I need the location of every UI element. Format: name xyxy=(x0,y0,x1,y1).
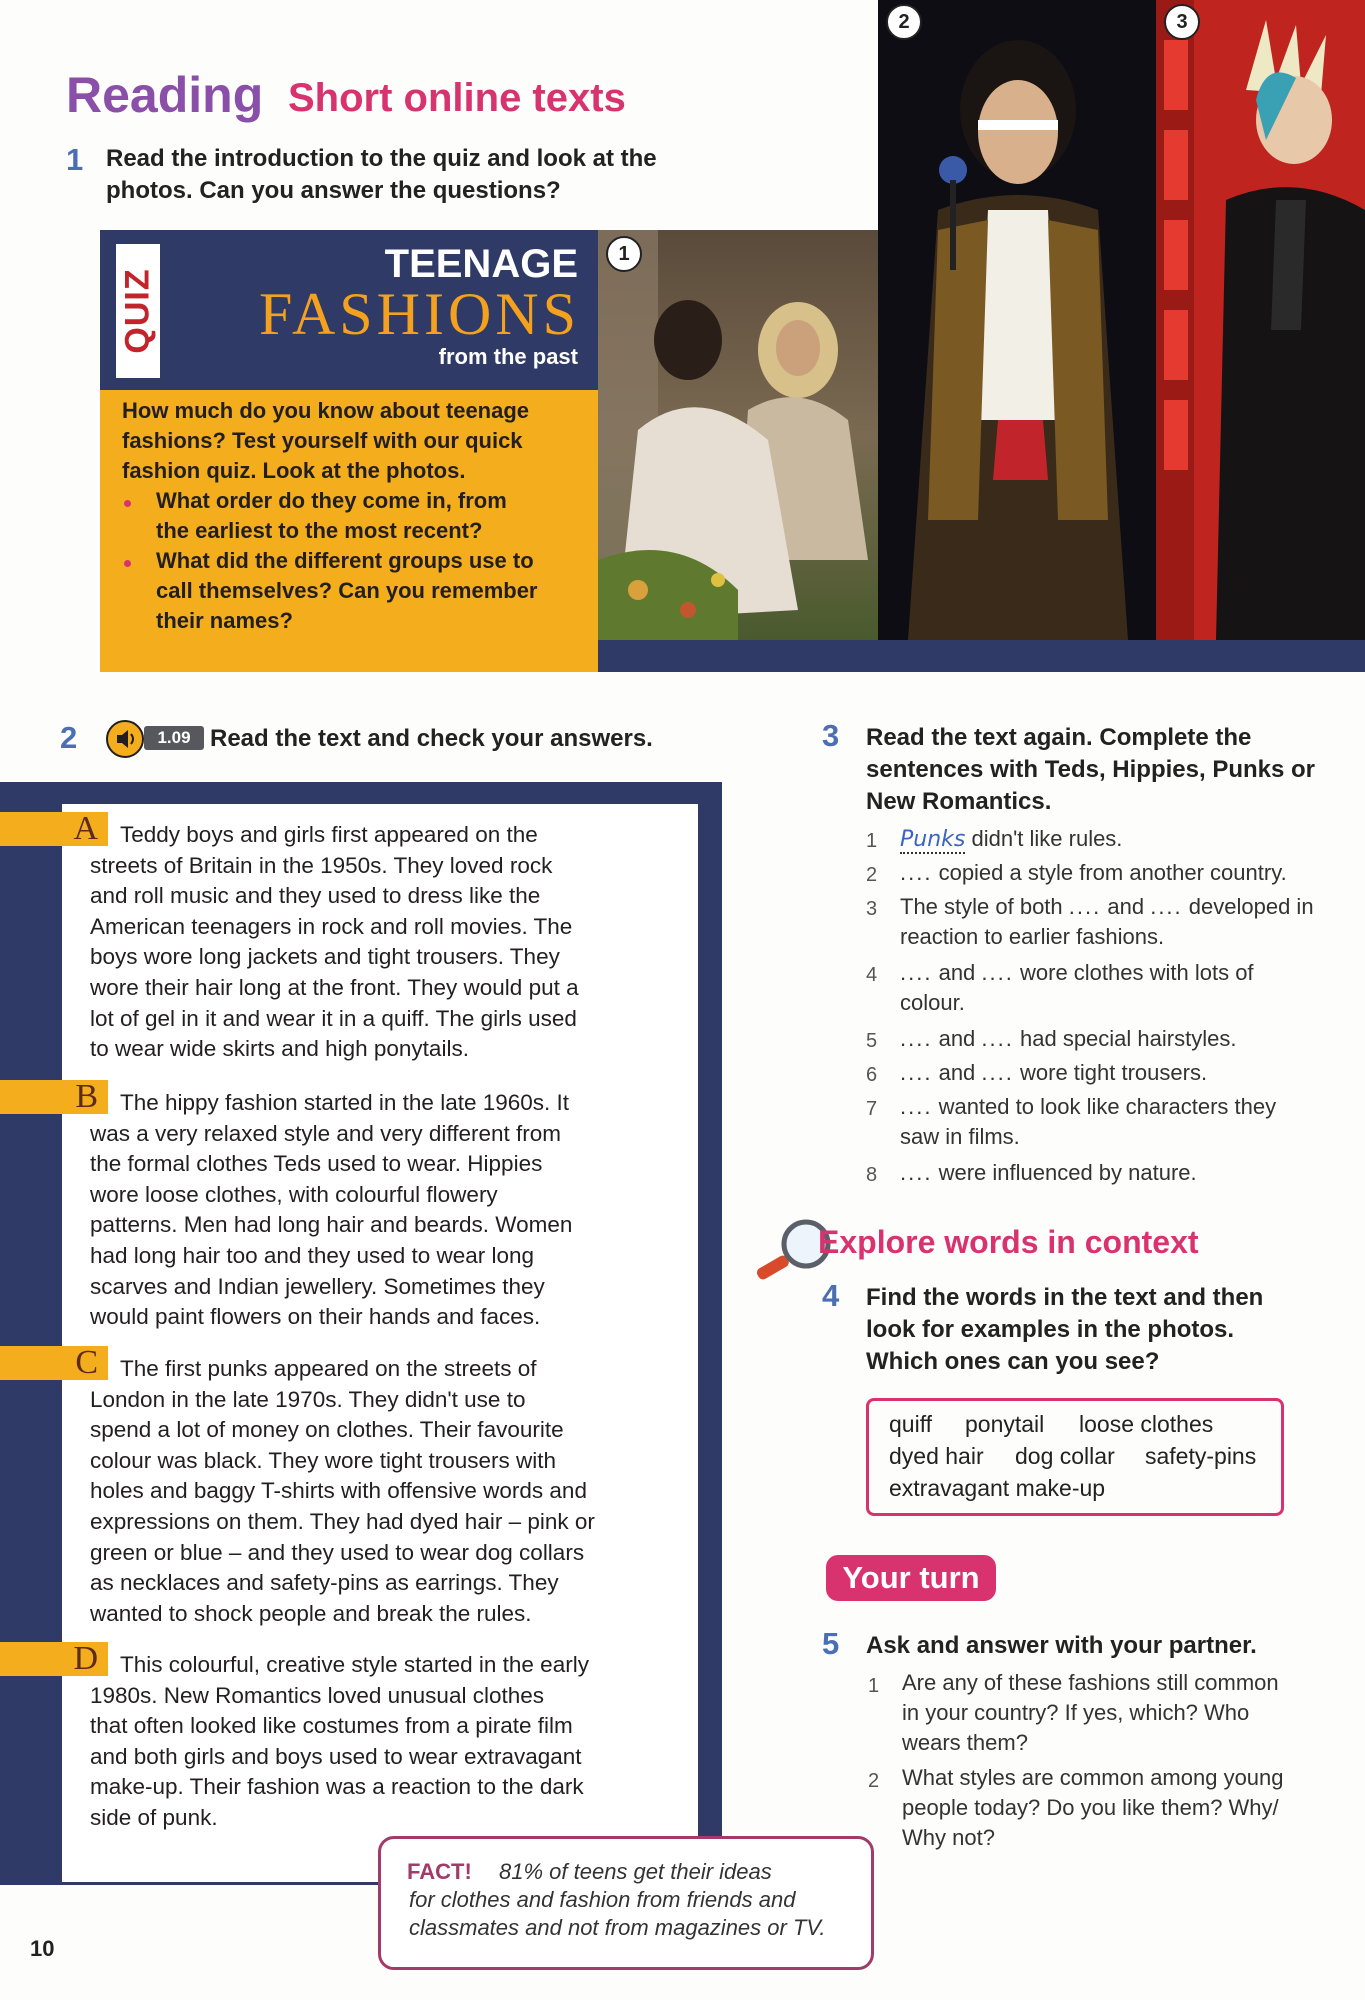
text-section-c xyxy=(90,1354,690,1629)
text-line: colour was black. They wore tight trousers with xyxy=(90,1447,557,1473)
exercise-2-number: 2 xyxy=(60,720,78,755)
word-extravagant-make-up: extravagant make-up xyxy=(889,1475,1106,1501)
word-dog-collar: dog collar xyxy=(1015,1443,1115,1469)
question-number: 2 xyxy=(868,1770,880,1792)
word-quiff: quiff xyxy=(889,1411,933,1437)
exercise-3-instruction-line-2: sentences with Teds, Hippies, Punks or xyxy=(866,756,1316,783)
item-7-text: wanted to look like characters they xyxy=(938,1094,1277,1119)
exercise-4-instruction-line-3: Which ones can you see? xyxy=(866,1348,1160,1375)
text-line: patterns. Men had long hair and beards. Women xyxy=(90,1212,573,1238)
quiz-body xyxy=(100,390,600,672)
text-line: and both girls and boys used to wear extravagant xyxy=(90,1743,582,1769)
quiz-title-teenage: TEENAGE xyxy=(384,242,578,286)
fact-label: FACT! xyxy=(407,1859,472,1884)
quiz-box xyxy=(100,230,600,672)
text-line: make-up. Their fashion was a reaction to the dark xyxy=(90,1774,584,1800)
item-number: 2 xyxy=(866,864,878,886)
example-answer: Punks xyxy=(900,827,966,852)
word-loose-clothes: loose clothes xyxy=(1079,1411,1214,1437)
answer-blank[interactable]: .... xyxy=(900,860,933,885)
text-section-d xyxy=(90,1650,690,1834)
exercise-3-item-2 xyxy=(900,858,1287,888)
photo-number-1: 1 xyxy=(606,236,642,272)
exercise-3-item-6 xyxy=(900,1058,1207,1088)
speaker-glyph-icon xyxy=(108,722,142,756)
fact-box xyxy=(378,1836,874,1970)
exercise-2-instruction: Read the text and check your answers. xyxy=(210,725,653,752)
exercise-4-instruction-line-2: look for examples in the photos. xyxy=(866,1316,1235,1343)
answer-blank[interactable]: .... xyxy=(981,960,1014,985)
text-line: would paint flowers on their hands and faces. xyxy=(90,1304,541,1330)
text-line: American teenagers in rock and roll movies. The xyxy=(90,913,573,939)
answer-blank[interactable]: .... xyxy=(900,1026,933,1051)
text-line: the formal clothes Teds used to wear. Hippies xyxy=(90,1151,543,1177)
section-letter-d: D xyxy=(0,1642,108,1676)
exercise-3-item-7-cont: saw in films. xyxy=(900,1124,1020,1149)
text-line: The first punks appeared on the streets of xyxy=(120,1356,537,1381)
text-line: boys wore long jackets and tight trousers. They xyxy=(90,944,560,970)
item-number: 7 xyxy=(866,1098,878,1120)
photo-new-romantic xyxy=(878,0,1156,640)
your-turn-label: Your turn xyxy=(826,1555,996,1601)
reading-text-panel xyxy=(62,804,698,1882)
exercise-3-item-4 xyxy=(900,958,1254,988)
exercise-3-item-8 xyxy=(900,1158,1197,1188)
text-section-b xyxy=(90,1088,690,1333)
text-line: was a very relaxed style and very different from xyxy=(90,1120,562,1146)
text-section-a xyxy=(90,820,690,1065)
hippies-photo-image xyxy=(598,230,878,640)
speaker-icon[interactable] xyxy=(106,720,144,758)
word-ponytail: ponytail xyxy=(965,1411,1045,1437)
item-number: 8 xyxy=(866,1164,878,1186)
text-line: Teddy boys and girls first appeared on the xyxy=(120,822,538,847)
item-3-text-a: The style of both xyxy=(900,894,1063,919)
photo-number-2: 2 xyxy=(886,4,922,40)
page-number: 10 xyxy=(30,1936,55,1961)
fact-line-3: classmates and not from magazines or TV. xyxy=(409,1915,826,1940)
answer-blank[interactable]: .... xyxy=(900,1094,933,1119)
quiz-question-1-line-2: the earliest to the most recent? xyxy=(156,518,483,543)
exercise-4-number: 4 xyxy=(822,1278,840,1313)
text-line: side of punk. xyxy=(90,1804,218,1830)
quiz-tag-label: QUIZ xyxy=(118,268,157,354)
item-3-text-c: developed in xyxy=(1188,894,1314,919)
item-3-text-b: and xyxy=(1107,894,1145,919)
fact-line-1: 81% of teens get their ideas xyxy=(499,1859,772,1884)
answer-blank[interactable]: .... xyxy=(900,960,933,985)
question-1-line-2: in your country? If yes, which? Who xyxy=(902,1700,1250,1725)
photo-punk xyxy=(1156,0,1365,640)
item-8-text: were influenced by nature. xyxy=(938,1160,1197,1185)
question-2-line-2: people today? Do you like them? Why/ xyxy=(902,1795,1279,1820)
quiz-question-2-line-1: What did the different groups use to xyxy=(156,548,534,573)
new-romantic-photo-image xyxy=(878,0,1156,640)
quiz-intro-line-1: How much do you know about teenage xyxy=(122,398,530,423)
text-line: spend a lot of money on clothes. Their favourite xyxy=(90,1417,564,1443)
text-line: as necklaces and safety-pins as earrings. They xyxy=(90,1570,559,1596)
answer-blank[interactable]: .... xyxy=(981,1060,1014,1085)
item-2-text: copied a style from another country. xyxy=(938,860,1287,885)
section-letter-a: A xyxy=(0,812,108,846)
quiz-question-2-line-2: call themselves? Can you remember xyxy=(156,578,538,603)
text-line: The hippy fashion started in the late 1960s. It xyxy=(120,1090,570,1115)
text-line: scarves and Indian jewellery. Sometimes they xyxy=(90,1273,545,1299)
page-subtitle: Short online texts xyxy=(288,76,626,120)
word-safety-pins: safety-pins xyxy=(1145,1443,1257,1469)
item-5-text-b: had special hairstyles. xyxy=(1020,1026,1237,1051)
item-4-text-b: wore clothes with lots of xyxy=(1020,960,1254,985)
exercise-3-instruction-line-3: New Romantics. xyxy=(866,788,1052,815)
quiz-intro-line-3: fashion quiz. Look at the photos. xyxy=(122,458,466,483)
text-line: had long hair too and they used to wear long xyxy=(90,1242,535,1268)
exercise-3-instruction-line-1: Read the text again. Complete the xyxy=(866,724,1252,751)
photo-strip-base xyxy=(598,640,1365,672)
exercise-4-instruction-line-1: Find the words in the text and then xyxy=(866,1284,1264,1311)
exercise-3-number: 3 xyxy=(822,718,840,753)
exercise-1-instruction-line-2: photos. Can you answer the questions? xyxy=(106,177,561,204)
text-line: and roll music and they used to dress like the xyxy=(90,883,541,909)
photo-number-3: 3 xyxy=(1164,4,1200,40)
question-1-line-3: wears them? xyxy=(902,1730,1028,1755)
text-line: that often looked like costumes from a pirate film xyxy=(90,1713,573,1739)
explore-heading: Explore words in context xyxy=(818,1224,1199,1260)
exercise-1-instruction-line-1: Read the introduction to the quiz and look at the xyxy=(106,145,657,172)
question-1-line-1: Are any of these fashions still common xyxy=(902,1670,1279,1695)
exercise-3-item-7 xyxy=(900,1092,1276,1122)
exercise-1-number: 1 xyxy=(66,142,84,177)
question-2-line-3: Why not? xyxy=(902,1825,995,1850)
exercise-3-item-5 xyxy=(900,1024,1236,1054)
question-number: 1 xyxy=(868,1675,880,1697)
answer-blank[interactable]: .... xyxy=(900,1060,933,1085)
quiz-question-1-line-1: What order do they come in, from xyxy=(156,488,507,513)
text-line: to wear wide skirts and high ponytails. xyxy=(90,1036,469,1062)
bullet-icon xyxy=(124,560,131,567)
text-line: expressions on them. They had dyed hair – pink or xyxy=(90,1508,595,1534)
text-line: London in the late 1970s. They didn't use to xyxy=(90,1386,526,1412)
text-line: streets of Britain in the 1950s. They loved rock xyxy=(90,852,553,878)
audio-track-badge: 1.09 xyxy=(144,726,204,750)
exercise-3-item-3-cont: reaction to earlier fashions. xyxy=(900,924,1165,949)
exercise-5-instruction: Ask and answer with your partner. xyxy=(866,1632,1257,1659)
section-letter-b: B xyxy=(0,1080,108,1114)
answer-blank[interactable]: .... xyxy=(900,1160,933,1185)
text-line: green or blue – and they used to wear dog collars xyxy=(90,1539,585,1565)
item-number: 1 xyxy=(866,830,878,852)
item-number: 5 xyxy=(866,1030,878,1052)
answer-blank[interactable]: .... xyxy=(1068,894,1102,919)
answer-blank[interactable]: .... xyxy=(1150,894,1183,919)
page-title: Reading xyxy=(66,67,264,123)
quiz-intro-line-2: fashions? Test yourself with our quick xyxy=(122,428,523,453)
text-line: holes and baggy T-shirts with offensive words and xyxy=(90,1478,587,1504)
item-number: 4 xyxy=(866,964,878,986)
punk-photo-image xyxy=(1156,0,1365,640)
text-line: wanted to shock people and break the rules. xyxy=(90,1600,532,1626)
word-box xyxy=(866,1398,1284,1516)
text-line: lot of gel in it and wear it in a quiff. The girls used xyxy=(90,1005,577,1031)
item-6-text-a: and xyxy=(938,1060,976,1085)
text-line: wore loose clothes, with colourful flowery xyxy=(90,1181,498,1207)
exercise-3-item-1 xyxy=(900,824,1122,855)
section-letter-c: C xyxy=(0,1346,108,1380)
item-5-text-a: and xyxy=(938,1026,976,1051)
fact-line-2: for clothes and fashion from friends and xyxy=(409,1887,796,1912)
exercise-3-item-3 xyxy=(900,892,1314,922)
quiz-title-fashions: FASHIONS xyxy=(259,281,580,347)
text-line: This colourful, creative style started in the early xyxy=(120,1652,589,1677)
bullet-icon xyxy=(124,500,131,507)
photo-hippies xyxy=(598,230,878,640)
quiz-title-past: from the past xyxy=(438,344,578,369)
question-2-line-1: What styles are common among young xyxy=(902,1765,1284,1790)
text-line: wore their hair long at the front. They would put a xyxy=(90,974,579,1000)
item-1-text: didn't like rules. xyxy=(971,826,1123,851)
item-number: 6 xyxy=(866,1064,878,1086)
exercise-3-item-4-cont: colour. xyxy=(900,990,965,1015)
exercise-5-number: 5 xyxy=(822,1626,840,1661)
word-dyed-hair: dyed hair xyxy=(889,1443,984,1469)
item-6-text-b: wore tight trousers. xyxy=(1020,1060,1208,1085)
quiz-question-2-line-3: their names? xyxy=(156,608,293,633)
text-line: 1980s. New Romantics loved unusual clothes xyxy=(90,1682,544,1708)
answer-blank[interactable]: .... xyxy=(981,1026,1014,1051)
item-4-text-a: and xyxy=(938,960,976,985)
quiz-tag xyxy=(116,244,160,378)
quiz-header xyxy=(100,230,600,390)
item-number: 3 xyxy=(866,898,878,920)
